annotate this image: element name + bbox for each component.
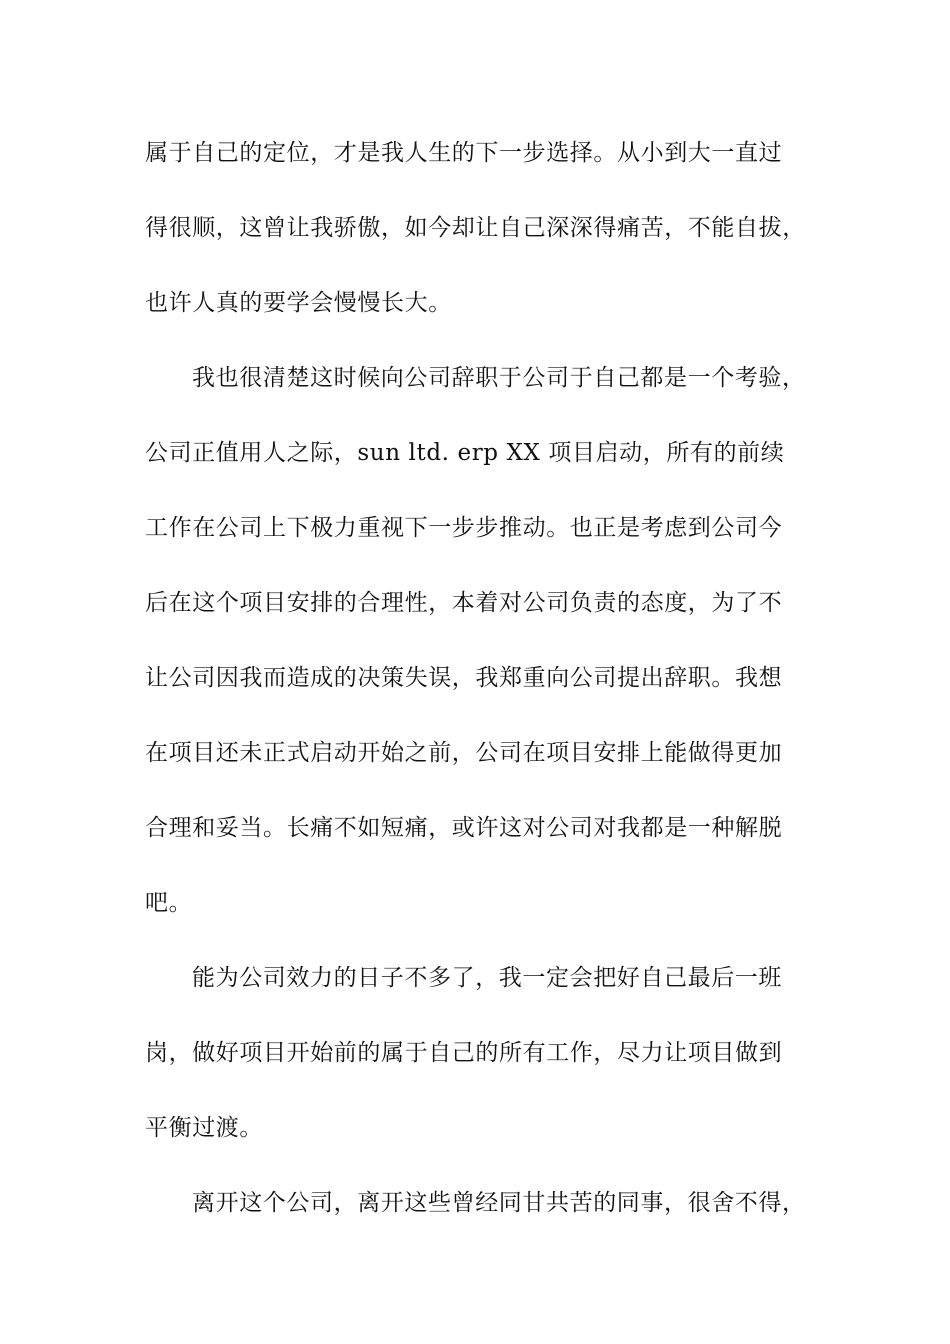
document-body [145, 129, 810, 1254]
text-line: 在项目还未正式启动开始之前，公司在项目安排上能做得更加 [145, 740, 783, 766]
text-line: 岗，做好项目开始前的属于自己的所有工作，尽力让项目做到 [145, 1040, 783, 1066]
text-line: 后在这个项目安排的合理性，本着对公司负责的态度，为了不 [145, 590, 783, 616]
text-line: 公司正值用人之际，sun ltd. erp XX 项目启动，所有的前续 [145, 440, 785, 466]
text-line: 吧。 [145, 890, 193, 916]
paragraph-start-line: 离开这个公司，离开这些曾经同甘共苦的同事，很舍不得， [192, 1190, 806, 1216]
text-line: 让公司因我而造成的决策失误，我郑重向公司提出辞职。我想 [145, 665, 783, 691]
text-line: 合理和妥当。长痛不如短痛，或许这对公司对我都是一种解脱 [145, 815, 783, 841]
text-line: 也许人真的要学会慢慢长大。 [145, 290, 452, 316]
paragraph-start-line: 能为公司效力的日子不多了，我一定会把好自己最后一班 [192, 965, 782, 991]
text-line: 得很顺，这曾让我骄傲，如今却让自己深深得痛苦，不能自拔， [145, 215, 806, 241]
text-line: 工作在公司上下极力重视下一步步推动。也正是考虑到公司今 [145, 515, 783, 541]
text-line: 属于自己的定位，才是我人生的下一步选择。从小到大一直过 [145, 140, 783, 166]
text-line: 平衡过渡。 [145, 1115, 263, 1141]
paragraph-start-line: 我也很清楚这时候向公司辞职于公司于自己都是一个考验， [192, 365, 806, 391]
